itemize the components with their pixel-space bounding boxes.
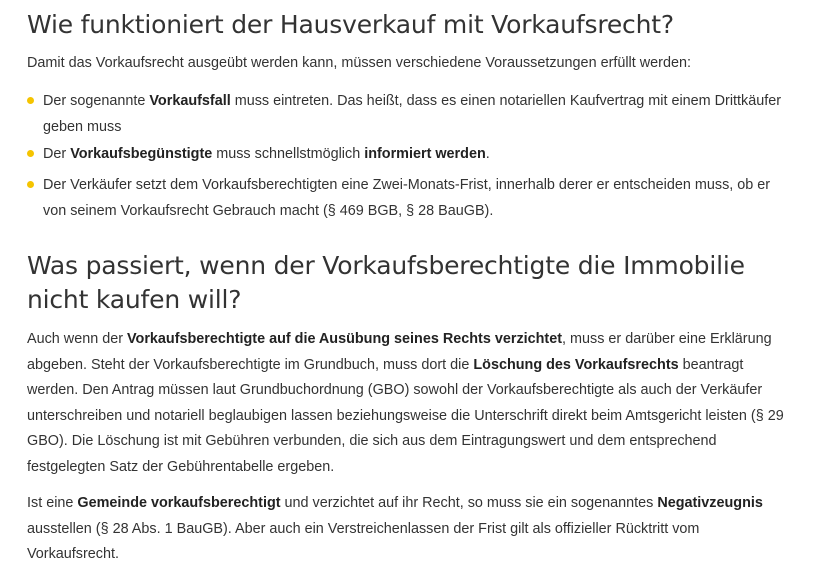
list-item xyxy=(27,172,797,224)
list-item xyxy=(27,88,797,140)
bullet-bold-text: informiert werden xyxy=(364,146,486,162)
paragraph-text: ausstellen (§ 28 Abs. 1 BauGB). Aber auch ein Verstreichenlassen der Frist gilt als offizieller Rücktritt vom Vorkaufsrecht. xyxy=(27,520,700,562)
list-item xyxy=(27,141,797,167)
bullet-text: . xyxy=(485,146,490,162)
paragraph-bold-text: Vorkaufsberechtigte auf die Ausübung seines Rechts verzichtet xyxy=(127,331,563,347)
bullet-dot-icon xyxy=(27,97,34,104)
body-paragraph-gemeinde xyxy=(27,491,787,568)
paragraph-bold-text: Löschung des Vorkaufsrechts xyxy=(473,356,679,373)
bullet-text: Der xyxy=(43,146,71,162)
bullet-text: Der Verkäufer setzt dem Vorkaufsberechtigten eine Zwei-Monats-Frist, innerhalb derer er entscheiden muss, ob er von seinem Vorkaufsrecht Gebrauch macht (§ 469 BGB, § 28 BauGB). xyxy=(43,177,771,219)
paragraph-text: beantragt werden. Den Antrag müssen laut Grundbuchordnung (GBO) sowohl der Vorkaufsberechtigte als auch der Verkäufer unterschreiben und notariell beglaubigen lassen beziehungsweise die Unterschrift direkt beim Amtsgericht leisten (§ 29 GBO). Die Löschung ist mit Gebühren verbunden, die sich aus dem Eintragungswert und dem entsprechend festgelegten Satz der Gebührentabelle ergeben. xyxy=(27,356,784,475)
bullet-text: muss eintreten. Das heißt, dass es einen notariellen Kaufvertrag mit einem Drittkäufer geben muss xyxy=(43,93,782,135)
bullet-text: Der sogenannte xyxy=(43,93,150,109)
paragraph-text: Ist eine xyxy=(27,495,78,511)
bullet-text: muss schnellstmöglich xyxy=(212,146,365,162)
paragraph-bold-text: Gemeinde vorkaufsberechtigt xyxy=(77,495,281,511)
paragraph-text: und verzichtet auf ihr Recht, so muss sie ein sogenanntes xyxy=(280,495,658,511)
body-paragraph-verzicht xyxy=(27,327,787,480)
paragraph-text: Auch wenn der xyxy=(27,331,127,347)
bullet-dot-icon xyxy=(27,181,34,188)
section-heading-hausverkauf: Wie funktioniert der Hausverkauf mit Vorkaufsrecht? xyxy=(27,10,674,39)
bullet-bold-text: Vorkaufsbegünstigte xyxy=(70,146,213,162)
intro-paragraph: Damit das Vorkaufsrecht ausgeübt werden kann, müssen verschiedene Voraussetzungen erfüllt werden: xyxy=(27,55,691,71)
section-heading-verzicht: Was passiert, wenn der Vorkaufsberechtigte die Immobilie nicht kaufen will? xyxy=(27,251,745,314)
requirements-list xyxy=(27,88,797,224)
bullet-dot-icon xyxy=(27,150,34,157)
paragraph-bold-text: Negativzeugnis xyxy=(657,495,763,511)
bullet-bold-text: Vorkaufsfall xyxy=(149,93,231,109)
paragraph-text: , muss er darüber eine Erklärung abgeben. Steht der Vorkaufsberechtigte im Grundbuch, muss dort die xyxy=(27,331,772,373)
